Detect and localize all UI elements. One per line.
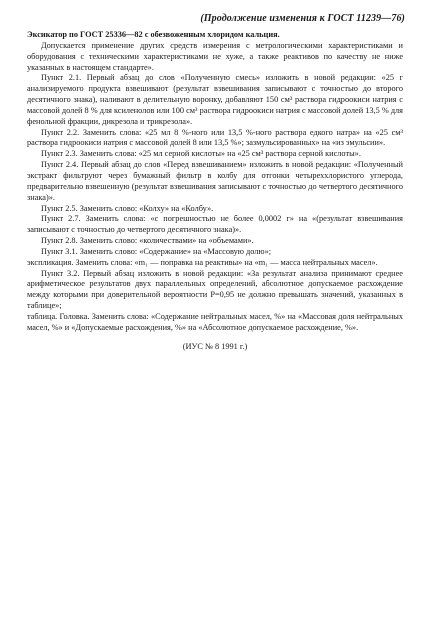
document-body <box>27 30 403 352</box>
publication-reference: (ИУС № 8 1991 г.) <box>182 341 248 351</box>
paragraph: Пункт 2.4. Первый абзац до слов «Перед взвешиванием» изложить в новой редакции: «Полученный экстракт фильтруют через бумажный фильтр в колбу для отгонки четыреххлористого углерода, предварительно взвешенную (результат взвешивания записывают с точностью до четвертого десятичного знака)». <box>27 160 403 202</box>
paragraph: Пункт 3.2. Первый абзац изложить в новой редакции: «За результат анализа принимают среднее арифметическое результатов двух параллельных определений, абсолютное допускаемое расхождение между которыми при доверительной вероятности P=0,95 не должно превышать значений, указанных в таблице»; <box>27 268 403 311</box>
paragraph: Эксикатор по ГОСТ 25336—82 с обезвоженным хлоридом кальция. <box>27 30 280 39</box>
paragraph: Пункт 2.1. Первый абзац до слов «Полученную смесь» изложить в новой редакции: «25 г анализируемого продукта взвешивают (результат взвешивания записывают с точностью до второго десятичного знака), наливают в делительную воронку, добавляют 150 см³ раствора гидроокиси натрия с массовой долей 8 % для ксиленолов или 100 см³ раствора гидроокиси натрия с массовой долей 13,5 % для фенольной фракции, дикрезола и трикрезола». <box>27 73 403 126</box>
paragraph: таблица. Головка. Заменить слова: «Содержание нейтральных масел, %» на «Массовая доля нейтральных масел, %» и «Допускаемые расхождения, %» на «Абсолютное допускаемое расхождение, %». <box>27 311 403 332</box>
page-header: (Продолжение изменения к ГОСТ 11239—76) <box>200 13 405 24</box>
paragraph: Пункт 2.5. Заменить слово: «Колху» на «Колбу». <box>41 203 214 213</box>
paragraph: Пункт 2.2. Заменить слова: «25 мл 8 %-ного или 13,5 %-ного раствора едкого натра» на «25 см³ раствора гидроокиси натрия с массовой долей 8 или 13,5 %»; зазмульсированных» на «из эмульсии». <box>27 127 403 148</box>
paragraph: Пункт 3.1. Заменить слово: «Содержание» на «Массовую долю»; <box>41 246 272 256</box>
paragraph: Пункт 2.8. Заменить слово: «количествами» на «объемами». <box>41 236 254 246</box>
paragraph: Допускается применение других средств измерения с метрологическими характеристиками и оборудования с техническими характеристиками не хуже, а также реактивов по качеству не ниже указанных в настоящем стандарте». <box>27 40 403 72</box>
paragraph: Пункт 2.3. Заменить слова: «25 мл серной кислоты» на «25 см³ раствора серной кислоты». <box>41 149 361 159</box>
paragraph: экспликация. Заменить слова: «m₁ — поправка на реактивы» на «m₁ — масса нейтральных масел». <box>27 257 378 267</box>
paragraph: Пункт 2.7. Заменить слова: «с погрешностью не более 0,0002 г» на «(результат взвешивания записывают с точностью до четвертого десятичного знака)». <box>27 214 403 235</box>
